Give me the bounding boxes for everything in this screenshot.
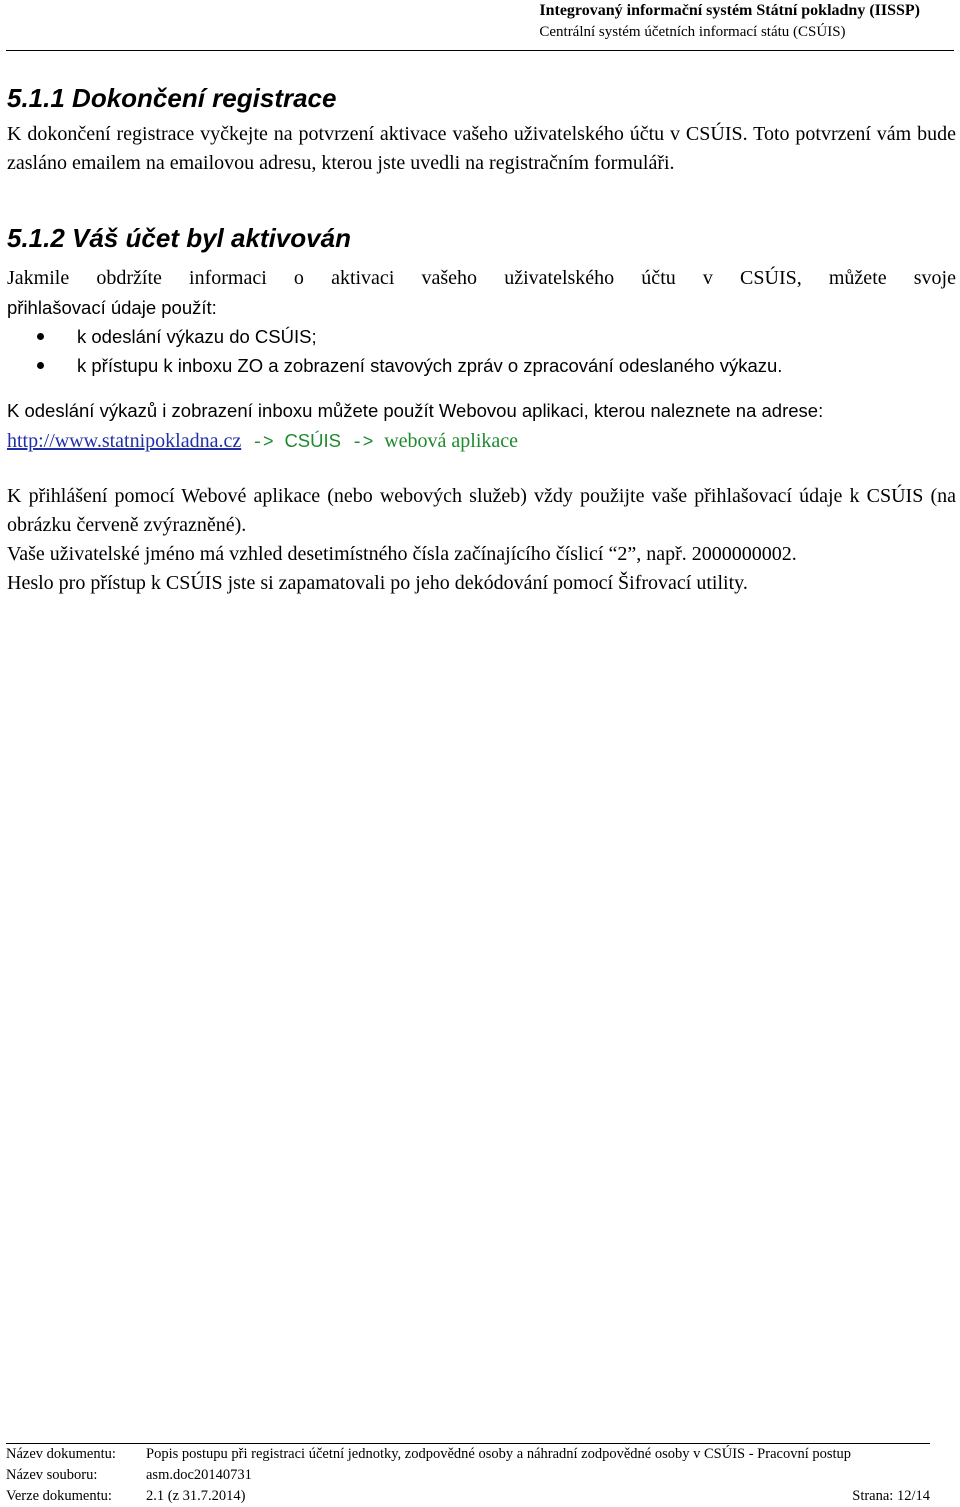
header-subtitle: Centrální systém účetních informací státu (CSÚIS) [539,24,846,40]
paragraph-username: Vaše uživatelské jméno má vzhled desetimístného čísla začínajícího číslicí “2”, např. 2000000002. [7,543,797,565]
paragraph-intro-cont: přihlašovací údaje použít: [7,297,217,318]
footer-file-value: asm.doc20140731 [146,1467,252,1483]
breadcrumb-arrow: -> [241,433,285,453]
header-title: Integrovaný informační systém Státní pokladny (IISSP) [539,2,920,19]
footer-version-label: Verze dokumentu: [6,1488,112,1504]
usage-list [7,322,956,380]
paragraph-password: Heslo pro přístup k CSÚIS jste si zapamatovali po jeho dekódování pomocí Šifrovací utility. [7,572,748,594]
footer-row-version [6,1486,930,1507]
footer-doc-value: Popis postupu při registraci účetní jednotky, zodpovědné osoby a náhradní zodpovědné osoby v CSÚIS - Pracovní postup [146,1446,852,1462]
header-divider [6,50,954,51]
list-item: k přístupu k inboxu ZO a zobrazení stavových zpráv o zpracování odeslaného výkazu. [7,351,956,380]
footer-page-number: Strana: 12/14 [852,1488,930,1504]
section-heading-aktivovan: 5.1.2 Váš účet byl aktivován [7,223,351,253]
bullet-icon [37,333,44,340]
footer-doc-label: Název dokumentu: [6,1446,116,1462]
list-item: k odeslání výkazu do CSÚIS; [7,322,956,351]
footer-file-label: Název souboru: [6,1467,98,1483]
breadcrumb-arrow: -> [340,433,385,453]
statnipokladna-link[interactable]: http://www.statnipokladna.cz [7,430,242,452]
section-heading-dokonceni: 5.1.1 Dokončení registrace [7,83,337,113]
page-footer [6,1443,930,1507]
footer-row-file [6,1465,930,1486]
footer-row-doc [6,1444,930,1465]
intro-text: Jakmile obdržíte informaci o aktivaci vašeho uživatelského účtu v CSÚIS, můžete svoje [7,267,956,289]
breadcrumb-web-app: webová aplikace [384,430,519,452]
paragraph-web-app [7,396,956,458]
paragraph-dokonceni: K dokončení registrace vyčkejte na potvrzení aktivace vašeho uživatelského účtu v CSÚIS. Toto potvrzení vám bude zasláno emailem na emailovou adresu, kterou jste uvedli na registračním formuláři. [7,123,956,174]
document-body [7,80,956,598]
paragraph-intro [7,264,956,293]
paragraph-login: K přihlášení pomocí Webové aplikace (nebo webových služeb) vždy použijte vaše přihlašovací údaje k CSÚIS (na obrázku červeně zvýrazněné). [7,485,956,536]
footer-version-value: 2.1 (z 31.7.2014) [146,1488,246,1504]
page-header [539,0,920,42]
breadcrumb-csuis: CSÚIS [284,430,341,451]
web-app-text: K odeslání výkazů i zobrazení inboxu můžete použít Webovou aplikaci, kterou naleznete na adrese: [7,400,824,421]
bullet-icon [37,362,44,369]
